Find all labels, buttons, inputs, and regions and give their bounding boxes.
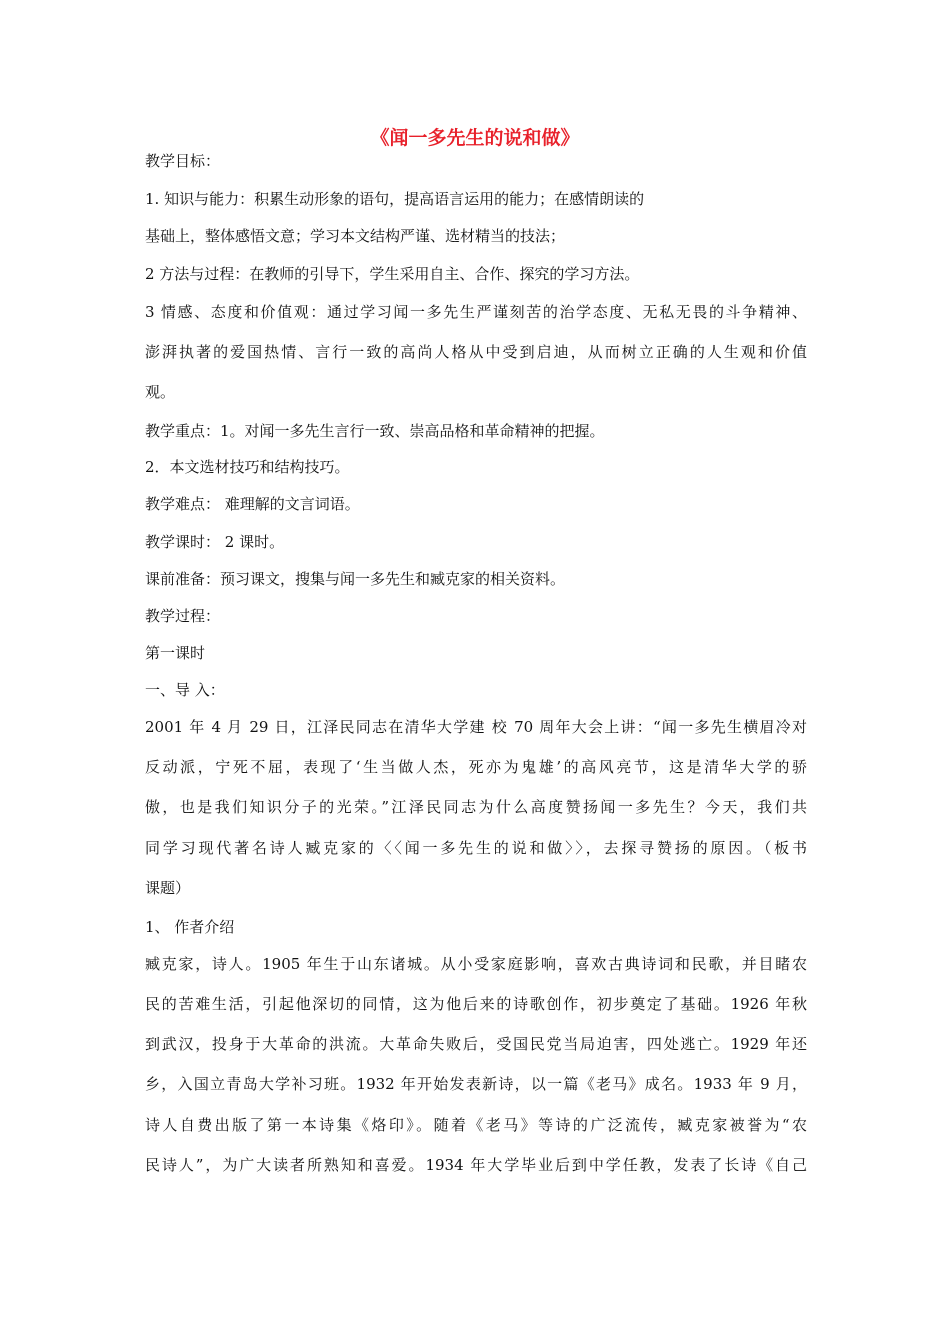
- text-line: 臧克家，诗人。1905 年生于山东诸城。从小受家庭影响，喜欢古典诗词和民歌，并目睹农: [145, 955, 807, 973]
- text-line: 2．本文选材技巧和结构技巧。: [145, 458, 350, 476]
- text-line: 3 情感、态度和价值观：通过学习闻一多先生严谨刻苦的治学态度、无私无畏的斗争精神、: [145, 303, 807, 321]
- text-line: 观。: [145, 383, 176, 401]
- text-line: 课题）: [145, 879, 191, 897]
- text-line: 教学过程：: [145, 607, 221, 625]
- text-line: 第一课时: [145, 644, 206, 662]
- text-line: 一、导 入：: [145, 681, 225, 699]
- text-line: 课前准备：预习课文，搜集与闻一多先生和臧克家的相关资料。: [145, 570, 566, 588]
- text-line: 民诗人”，为广大读者所熟知和喜爱。1934 年大学毕业后到中学任教，发表了长诗《自己: [145, 1156, 807, 1174]
- document-title: 《闻一多先生的说和做》: [370, 127, 580, 149]
- text-line: 民的苦难生活，引起他深切的同情，这为他后来的诗歌创作，初步奠定了基础。1926 年秋: [145, 995, 807, 1013]
- text-line: 2 方法与过程：在教师的引导下，学生采用自主、合作、探究的学习方法。: [145, 265, 640, 283]
- text-line: 教学重点：1。对闻一多先生言行一致、崇高品格和革命精神的把握。: [145, 422, 605, 440]
- text-line: 诗人自费出版了第一本诗集《烙印》。随着《老马》等诗的广泛流传，臧克家被誉为“农: [145, 1116, 807, 1134]
- text-line: 傲，也是我们知识分子的光荣。”江泽民同志为什么高度赞扬闻一多先生？今天，我们共: [145, 798, 807, 816]
- text-line: 教学课时： 2 课时。: [145, 533, 285, 551]
- text-line: 教学难点： 难理解的文言词语。: [145, 495, 360, 513]
- text-line: 同学习现代著名诗人臧克家的〈〈闻一多先生的说和做〉〉，去探寻赞扬的原因。（板书: [145, 839, 807, 857]
- text-line: 教学目标：: [145, 152, 221, 170]
- text-line: 1、 作者介绍: [145, 918, 235, 936]
- text-line: 基础上，整体感悟文意；学习本文结构严谨、选材精当的技法；: [145, 227, 566, 245]
- text-line: 到武汉，投身于大革命的洪流。大革命失败后，受国民党当局迫害，四处逃亡。1929 年还: [145, 1035, 807, 1053]
- text-line: 反动派，宁死不屈，表现了‘生当做人杰，死亦为鬼雄’的高风亮节，这是清华大学的骄: [145, 758, 807, 776]
- text-line: 1. 知识与能力：积累生动形象的语句，提高语言运用的能力；在感情朗读的: [145, 190, 645, 208]
- text-line: 澎湃执著的爱国热情、言行一致的高尚人格从中受到启迪，从而树立正确的人生观和价值: [145, 343, 807, 361]
- text-line: 乡，入国立青岛大学补习班。1932 年开始发表新诗，以一篇《老马》成名。1933 年 9 月，: [145, 1075, 807, 1093]
- text-line: 2001 年 4 月 29 日，江泽民同志在清华大学建 校 70 周年大会上讲：“闻一多先生横眉冷对: [145, 718, 807, 736]
